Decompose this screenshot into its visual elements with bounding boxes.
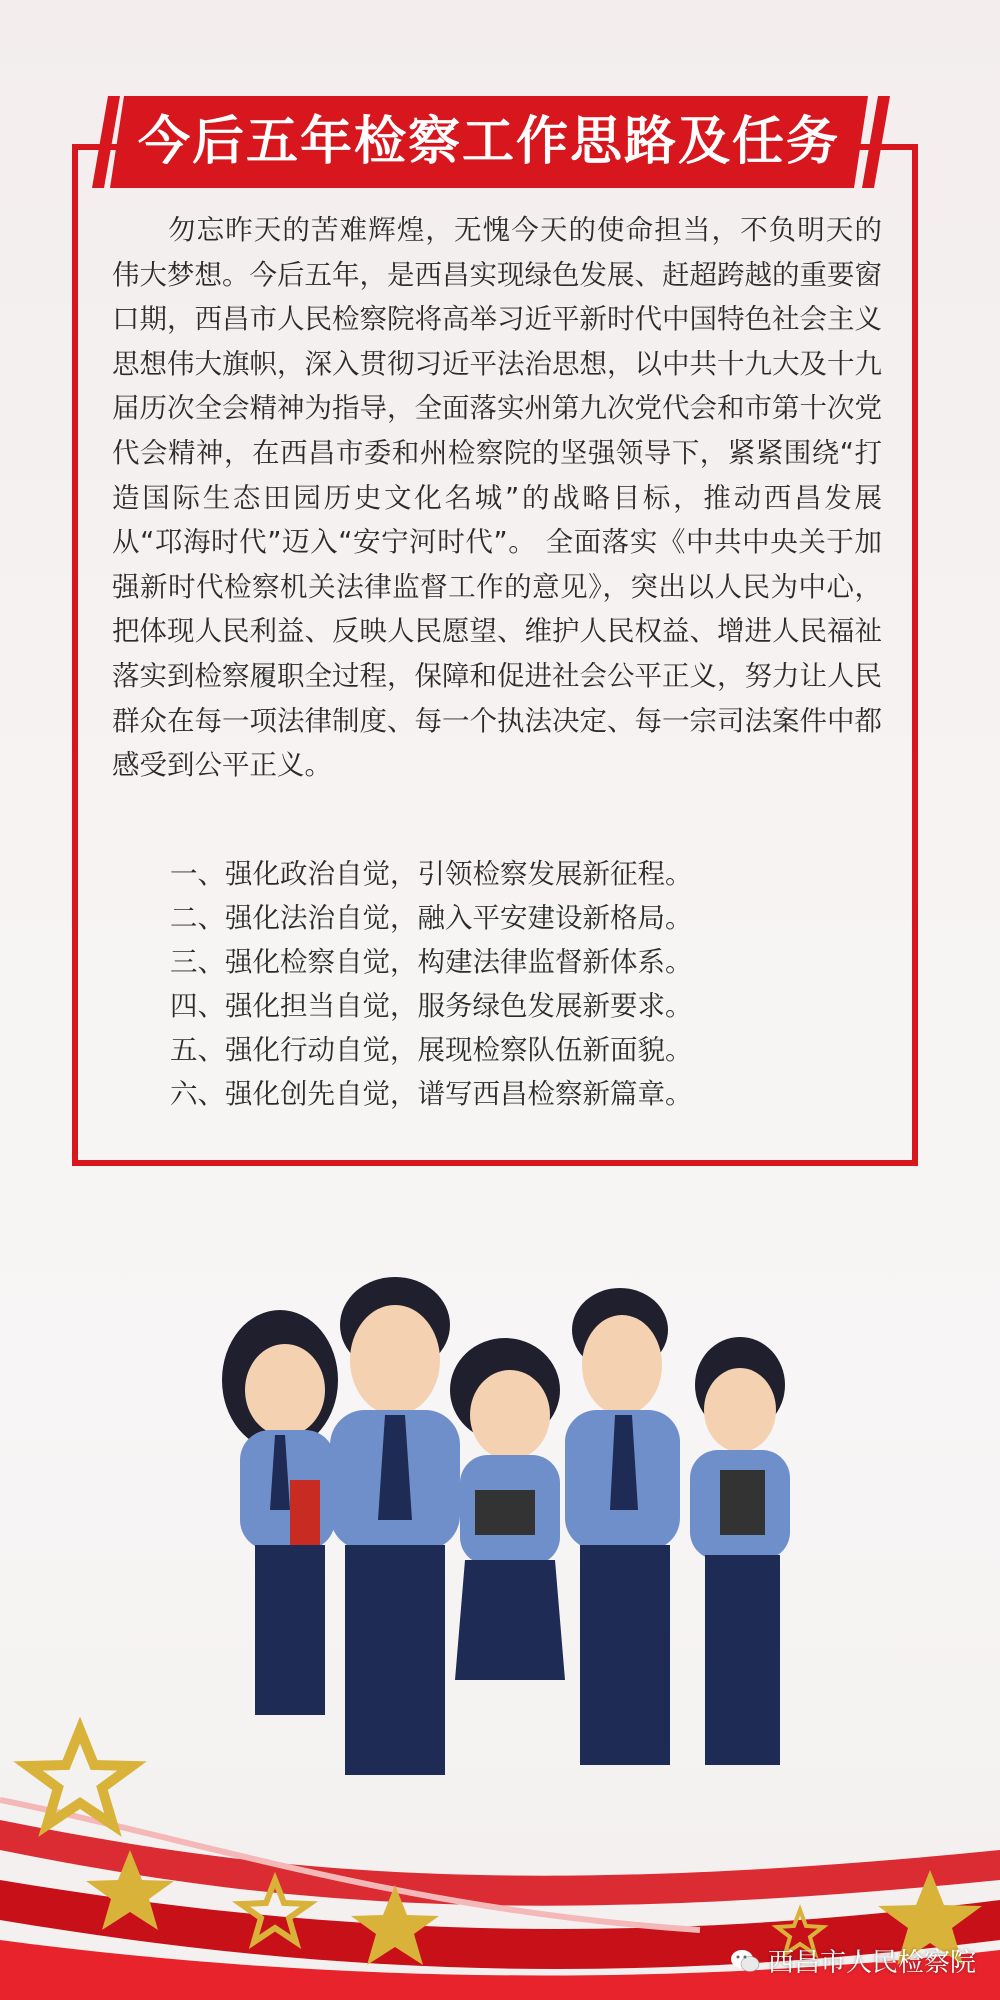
intro-paragraph-text: 勿忘昨天的苦难辉煌，无愧今天的使命担当，不负明天的伟大梦想。今后五年，是西昌实现绿色发展、赶超跨越的重要窗口期，西昌市人民检察院将高举习近平新时代中国特色社会主义思想伟大旗帜，深入贯彻习近平法治思想，以中共十九大及十九届历次全会精神为指导，全面落实州第九次党代会和市第十次党代会精神，在西昌市委和州检察院的坚强领导下，紧紧围绕“打造国际生态田园历史文化名城”的战略目标，推动西昌发展从“邛海时代”迈入“安宁河时代”。 全面落实《中共中央关于加强新时代检察机关法律监督工作的意见》，突出以人民为中心，把体现人民利益、反映人民愿望、维护人民权益、增进人民福祉落实到检察履职全过程，保障和促进社会公平正义，努力让人民群众在每一项法律制度、每一个执法决定、每一宗司法案件中都感受到公平正义。 (112, 214, 882, 782)
person-3 (450, 1338, 565, 1680)
task-item: 二、强化法治自觉，融入平安建设新格局。 (170, 902, 693, 934)
task-item: 一、强化政治自觉，引领检察发展新征程。 (170, 858, 693, 890)
title-left-stripe (92, 96, 122, 188)
task-item: 六、强化创先自觉，谱写西昌检察新篇章。 (170, 1078, 693, 1110)
task-item: 三、强化检察自觉，构建法律监督新体系。 (170, 946, 693, 978)
task-list (170, 852, 693, 1116)
task-item: 四、强化担当自觉，服务绿色发展新要求。 (170, 990, 693, 1022)
title-right-stripe (862, 96, 892, 188)
watermark (730, 1942, 976, 1979)
watermark-text: 西昌市人民检察院 (767, 1948, 976, 1978)
title-banner (110, 96, 868, 188)
task-item: 五、强化行动自觉，展现检察队伍新面貌。 (170, 1034, 693, 1066)
intro-paragraph (112, 208, 882, 788)
wechat-icon (730, 1948, 760, 1974)
person-4 (565, 1288, 680, 1765)
person-1 (222, 1310, 338, 1715)
page-title: 今后五年检察工作思路及任务 (137, 111, 840, 172)
